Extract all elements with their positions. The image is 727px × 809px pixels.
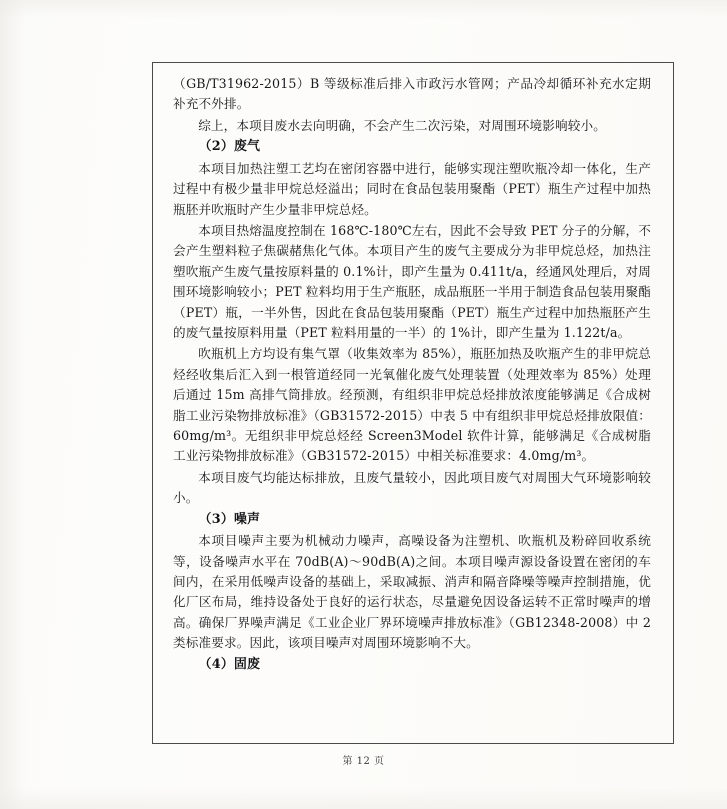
heading-noise: （3）噪声 (198, 511, 261, 527)
scan-edge-left (0, 0, 26, 809)
paragraph-waste-gas-1: 本项目加热注塑工艺均在密闭容器中进行，能够实现注塑吹瓶冷却一体化，生产过程中有极少量非甲烷总烃溢出；同时在食品包装用聚酯（PET）瓶生产过程中加热瓶胚并吹瓶时产生少量非甲烷总烃。 (173, 160, 651, 217)
paragraph-water-summary: 综上，本项目废水去向明确，不会产生二次污染，对周围环境影响较小。 (198, 117, 606, 133)
paragraph-standard-discharge: （GB/T31962-2015）B 等级标准后排入市政污水管网；产品冷却循环补充水定期补充不外排。 (173, 76, 651, 112)
paragraph-noise-1: 本项目噪声主要为机械动力噪声，高噪设备为注塑机、吹瓶机及粉碎回收系统等，设备噪声水平在 70dB(A)～90dB(A)之间。本项目噪声源设备设置在密闭的车间内，在采用低噪声设备的基础上，采取减振、消声和隔音降噪等噪声控制措施，优化厂区布局，维持设备处于良好的运行状态，尽量避免因设备运转不正常时噪声的增高。确保厂界噪声满足《工业企业厂界环境噪声排放标准》（GB12348-2008）中 2 类标准要求。因此，该项目噪声对周围环境影响不大。 (173, 533, 651, 651)
heading-waste-gas: （2）废气 (198, 139, 261, 155)
heading-solid-waste: （4）固废 (198, 656, 261, 672)
document-text-body (163, 68, 663, 682)
paragraph-waste-gas-2: 本项目热熔温度控制在 168℃-180℃左右，因此不会导致 PET 分子的分解，不会产生塑料粒子焦碳赭焦化气体。本项目产生的废气主要成分为非甲烷总烃，加热注塑吹瓶产生废气量按原料量的 0.1%计，即产生量为 0.411t/a，经通风处理后，对周围环境影响较小；PET 粒料均用于生产瓶胚，成品瓶胚一半用于制造食品包装用聚酯（PET）瓶，一半外售，因此在食品包装用聚酯（PET）瓶生产过程中加热瓶胚产生的废气量按原料用量（PET 粒料用量的一半）的 1%计，即产生量为 1.122t/a。 (173, 223, 651, 341)
paragraph-waste-gas-3: 吹瓶机上方均设有集气罩（收集效率为 85%），瓶胚加热及吹瓶产生的非甲烷总烃经收集后汇入到一根管道经同一光氧催化废气处理装置（处理效率为 85%）处理后通过 15m 高排气筒排放。经预测，有组织非甲烷总烃排放浓度能够满足《合成树脂工业污染物排放标准》（GB31572-2015）中表 5 中有组织非甲烷总烃排放限值：60mg/m³。无组织非甲烷总烃经 Screen3Model 软件计算，能够满足《合成树脂工业污染物排放标准》（GB31572-2015）中相关标准要求：4.0mg/m³。 (173, 346, 651, 464)
scan-edge-top (0, 0, 727, 18)
paragraph-waste-gas-4: 本项目废气均能达标排放，且废气量较小，因此项目废气对周围大气环境影响较小。 (173, 469, 651, 506)
page-number: 第 12 页 (342, 756, 385, 767)
scan-edge-bottom (0, 787, 727, 809)
